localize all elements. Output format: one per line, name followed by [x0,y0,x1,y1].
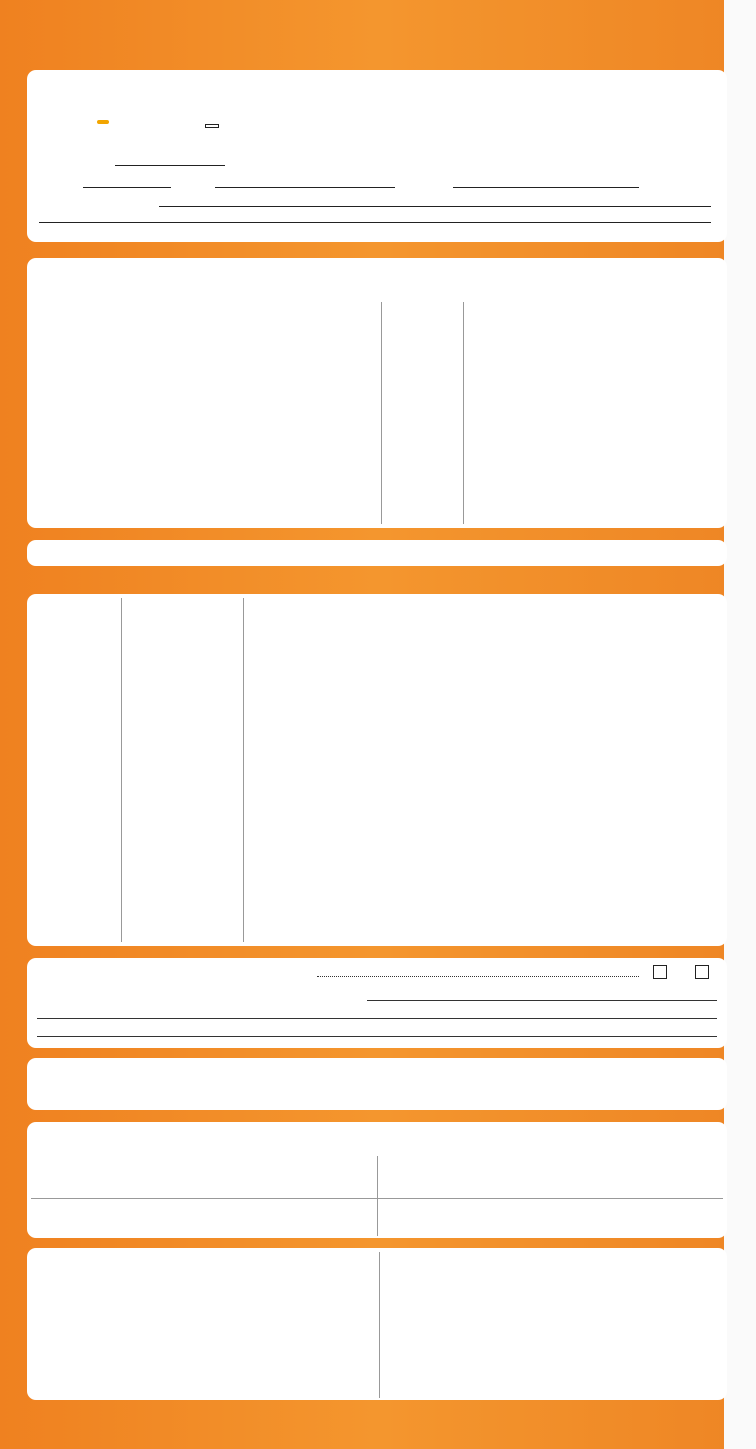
col-divider-1 [381,302,382,524]
mesa-directiva-panel [27,1122,727,1238]
ubicacion-line-2 [39,210,711,223]
incidentes-panel [27,958,727,1048]
header-panel [27,70,727,242]
incidentes-dots [317,976,639,977]
col-divider-2 [463,302,464,524]
barcode-strip [724,0,756,1449]
barcode [571,122,721,142]
reps-v-divider [379,1252,380,1398]
municipio-field [453,174,639,188]
results-v-divider-1 [121,598,122,942]
acta-subtitle [205,124,219,128]
cee-logo-mark [97,120,109,124]
results-intro-panel [27,540,727,566]
results-v-divider-2 [243,598,244,942]
results-panel [27,594,727,946]
incidentes-line-2[interactable] [37,1018,717,1019]
distrito-field [115,152,225,166]
incidentes-no-checkbox[interactable] [695,965,709,979]
cee-logo [35,104,195,140]
casilla-field [215,174,395,188]
ubicacion-line-1 [159,194,711,207]
escrutinio-panel [27,258,727,528]
representantes-panel [27,1248,727,1400]
incidentes-line-3[interactable] [37,1036,717,1037]
mesa-v-divider [377,1156,378,1236]
incidentes-line-1[interactable] [367,1000,717,1001]
seccion-field [83,174,171,188]
legal-panel [27,1058,727,1110]
incidentes-si-checkbox[interactable] [653,965,667,979]
